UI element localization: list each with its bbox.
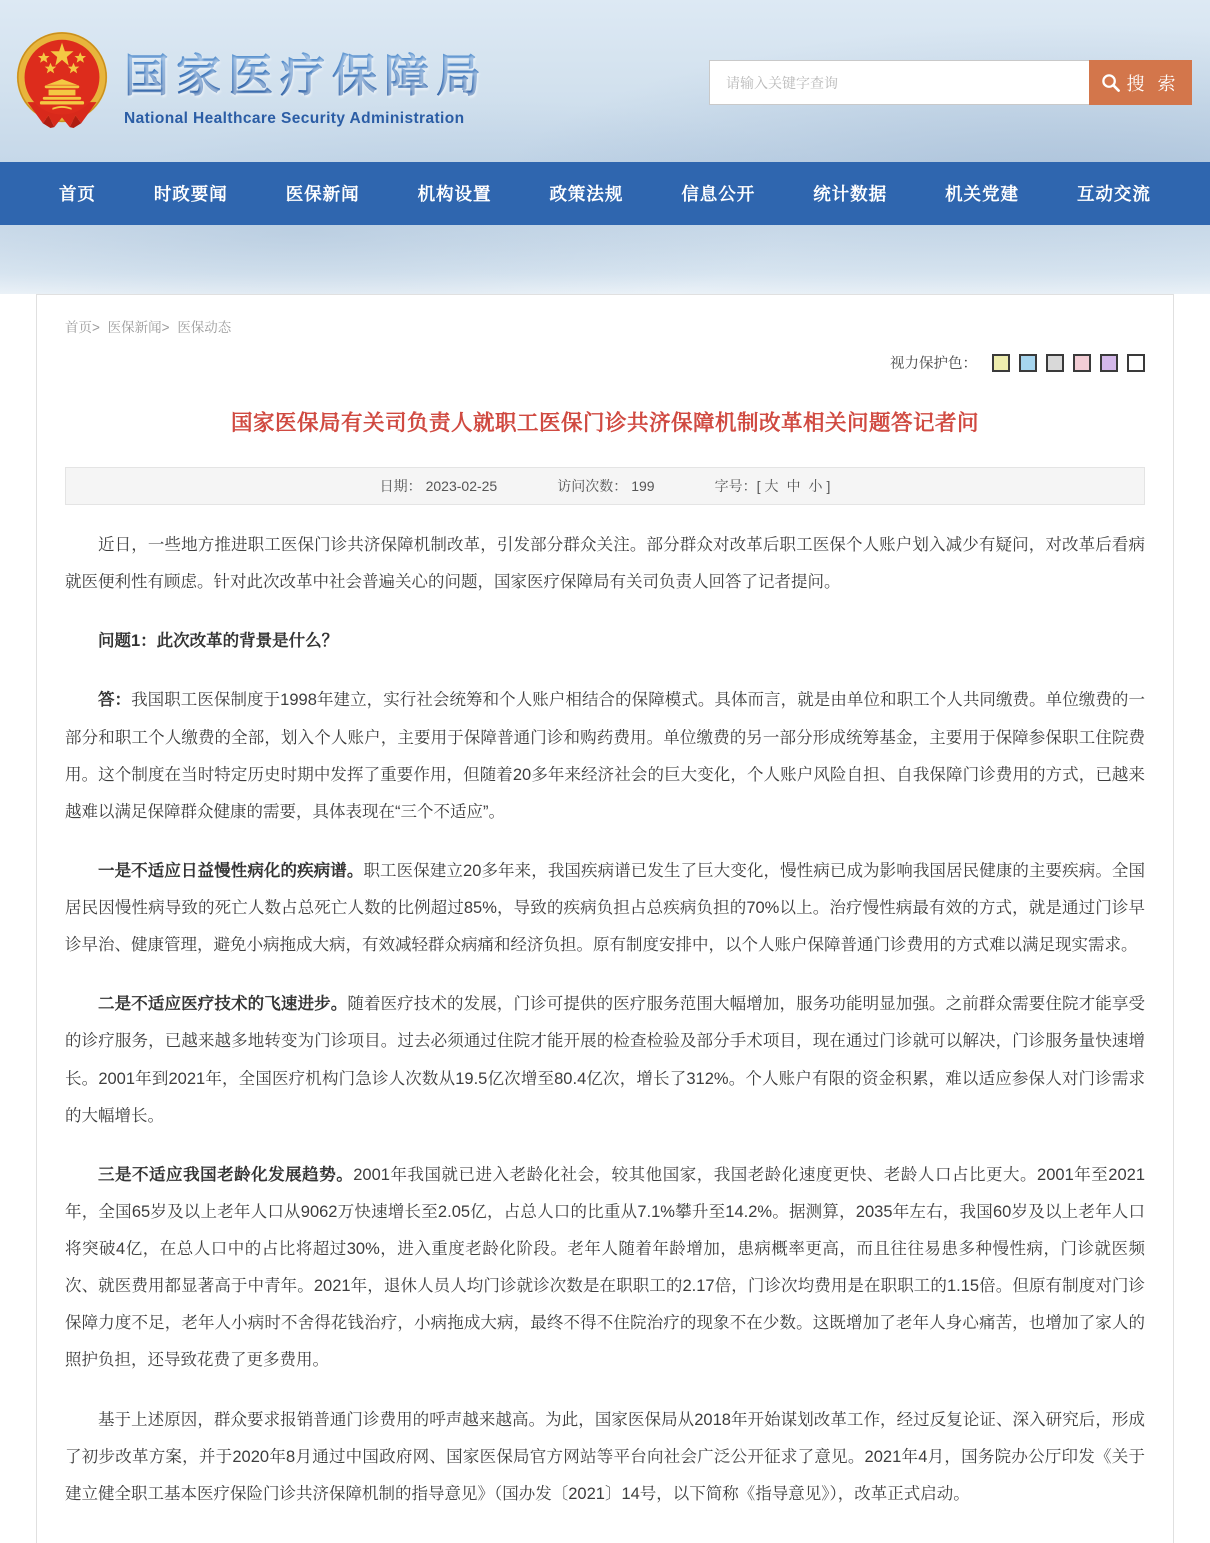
meta-font-bracket-open: [ (756, 478, 761, 494)
paragraph-lead: 答： (98, 691, 132, 710)
font-size-small[interactable]: 小 (808, 478, 823, 494)
main-nav (0, 162, 1210, 225)
nav-item-interaction[interactable]: 互动交流 (1076, 184, 1151, 204)
site-title-en: National Healthcare Security Administration (124, 109, 465, 127)
meta-font-label: 字号： (714, 478, 757, 494)
nav-item-statistics[interactable]: 统计数据 (813, 184, 888, 204)
eye-protection-swatch[interactable] (1019, 354, 1037, 372)
nav-item-party-building[interactable]: 机关党建 (945, 184, 1020, 204)
breadcrumb-medical-insurance-news[interactable]: 医保新闻 (107, 320, 162, 335)
site-title-zh: 国家医疗保障局 (124, 39, 488, 104)
article-paragraph (65, 682, 1145, 831)
breadcrumb-separator: > (92, 320, 100, 335)
search-button-label: 搜 索 (1126, 73, 1180, 94)
breadcrumb-separator: > (161, 320, 170, 335)
eye-protection-swatch[interactable] (1100, 354, 1118, 372)
eye-protection-swatch[interactable] (992, 354, 1010, 372)
breadcrumb (65, 295, 1145, 336)
paragraph-lead: 三是不适应我国老龄化发展趋势。 (98, 1165, 354, 1184)
paragraph-text: 近日，一些地方推进职工医保门诊共济保障机制改革，引发部分群众关注。部分群众对改革后职工医保个人账户划入减少有疑问，对改革后看病就医便利性有顾虑。针对此次改革中社会普遍关心的问题，国家医疗保障局有关司负责人回答了记者提问。 (65, 536, 1145, 592)
search-icon (1101, 73, 1120, 92)
article-paragraph (65, 1402, 1145, 1513)
eye-protection-bar (65, 352, 1145, 373)
nav-item-politics-news[interactable]: 时政要闻 (153, 184, 228, 204)
article-paragraph (65, 1157, 1145, 1380)
article-paragraph (65, 986, 1145, 1135)
article-body (65, 527, 1145, 1513)
breadcrumb-medical-insurance-dynamics[interactable]: 医保动态 (177, 320, 232, 335)
article-paragraph (65, 623, 1145, 660)
national-emblem-icon (14, 31, 110, 131)
nav-item-policies[interactable]: 政策法规 (549, 184, 624, 204)
nav-item-home[interactable]: 首页 (58, 184, 96, 204)
search-box (709, 60, 1192, 105)
article-paragraph (65, 527, 1145, 601)
eye-protection-swatches (983, 354, 1145, 372)
eye-protection-label: 视力保护色： (890, 356, 977, 372)
font-size-large[interactable]: 大 (764, 478, 779, 494)
paragraph-text: 我国职工医保制度于1998年建立，实行社会统筹和个人账户相结合的保障模式。具体而言，就是由单位和职工个人共同缴费。单位缴费的一部分和职工个人缴费的全部，划入个人账户，主要用于保障普通门诊和购药费用。单位缴费的另一部分形成统筹基金，主要用于保障参保职工住院费用。这个制度在当时特定历史时期中发挥了重要作用，但随着20多年来经济社会的巨大变化，个人账户风险自担、自我保障门诊费用的方式，已越来越难以满足保障群众健康的需要，具体表现在“三个不适应”。 (65, 691, 1145, 821)
paragraph-text: 2001年我国就已进入老龄化社会，较其他国家，我国老龄化速度更快、老龄人口占比更大。2001年至2021年，全国65岁及以上老年人口从9062万快速增长至2.05亿，占总人口的比重从7.1%攀升至14.2%。据测算，2035年左右，我国60岁及以上老年人口将突破4亿，在总人口中的占比将超过30%，进入重度老龄化阶段。老年人随着年龄增加，患病概率更高，而且往往易患多种慢性病，门诊就医频次、就医费用都显著高于中青年。2021年，退休人员人均门诊就诊次数是在职职工的2.17倍，门诊次均费用是在职职工的1.15倍。但原有制度对门诊保障力度不足，老年人小病时不舍得花钱治疗，小病拖成大病，最终不得不住院治疗的现象不在少数。这既增加了老年人身心痛苦，也增加了家人的照护负担，还导致花费了更多费用。 (65, 1165, 1145, 1370)
meta-date-value: 2023-02-25 (425, 478, 498, 494)
meta-font-size (715, 476, 831, 496)
search-button[interactable] (1089, 60, 1192, 105)
eye-protection-swatch[interactable] (1127, 354, 1145, 372)
meta-font-bracket-close: ] (826, 478, 831, 494)
paragraph-text: 职工医保建立20多年来，我国疾病谱已发生了巨大变化，慢性病已成为影响我国居民健康的主要疾病。全国居民因慢性病导致的死亡人数占总死亡人数的比例超过85%，导致的疾病负担占总疾病负担的70%以上。治疗慢性病最有效的方式，就是通过门诊早诊早治、健康管理，避免小病拖成大病，有效减轻群众病痛和经济负担。原有制度安排中，以个人账户保障普通门诊费用的方式难以满足现实需求。 (65, 861, 1146, 955)
breadcrumb-home[interactable]: 首页 (65, 320, 92, 335)
eye-protection-swatch[interactable] (1073, 354, 1091, 372)
nav-item-info-disclosure[interactable]: 信息公开 (681, 184, 756, 204)
site-header (0, 0, 1210, 162)
eye-protection-swatch[interactable] (1046, 354, 1064, 372)
search-input[interactable] (709, 60, 1089, 105)
article-title: 国家医保局有关司负责人就职工医保门诊共济保障机制改革相关问题答记者问 (230, 411, 979, 435)
article-meta-bar (65, 467, 1145, 505)
meta-visits-value: 199 (631, 478, 655, 494)
nav-item-medical-insurance-news[interactable]: 医保新闻 (285, 184, 360, 204)
meta-visits (557, 476, 654, 496)
font-size-medium[interactable]: 中 (786, 478, 801, 494)
paragraph-text: 随着医疗技术的发展，门诊可提供的医疗服务范围大幅增加，服务功能明显加强。之前群众需要住院才能享受的诊疗服务，已越来越多地转变为门诊项目。过去必须通过住院才能开展的检查检验及部分手术项目，现在通过门诊就可以解决，门诊服务量快速增长。2001年到2021年，全国医疗机构门急诊人次数从19.5亿次增至80.4亿次，增长了312%。个人账户有限的资金积累，难以适应参保人对门诊需求的大幅增长。 (65, 995, 1146, 1125)
paragraph-lead: 一是不适应日益慢性病化的疾病谱。 (98, 861, 364, 880)
hero-band (0, 225, 1210, 294)
paragraph-text: 基于上述原因，群众要求报销普通门诊费用的呼声越来越高。为此，国家医保局从2018年开始谋划改革工作，经过反复论证、深入研究后，形成了初步改革方案，并于2020年8月通过中国政府网、国家医保局官方网站等平台向社会广泛公开征求了意见。2021年4月，国务院办公厅印发《关于建立健全职工基本医疗保险门诊共济保障机制的指导意见》（国办发〔2021〕14号，以下简称《指导意见》），改革正式启动。 (65, 1410, 1145, 1503)
meta-date (380, 476, 498, 496)
content-card (36, 294, 1174, 1543)
meta-visits-label: 访问次数： (557, 478, 628, 494)
article-paragraph (65, 853, 1145, 964)
site-title-block (124, 39, 488, 128)
nav-item-organization[interactable]: 机构设置 (417, 184, 492, 204)
paragraph-lead: 二是不适应医疗技术的飞速进步。 (98, 995, 348, 1014)
paragraph-lead: 问题1：此次改革的背景是什么？ (98, 632, 339, 651)
meta-date-label: 日期： (379, 478, 422, 494)
